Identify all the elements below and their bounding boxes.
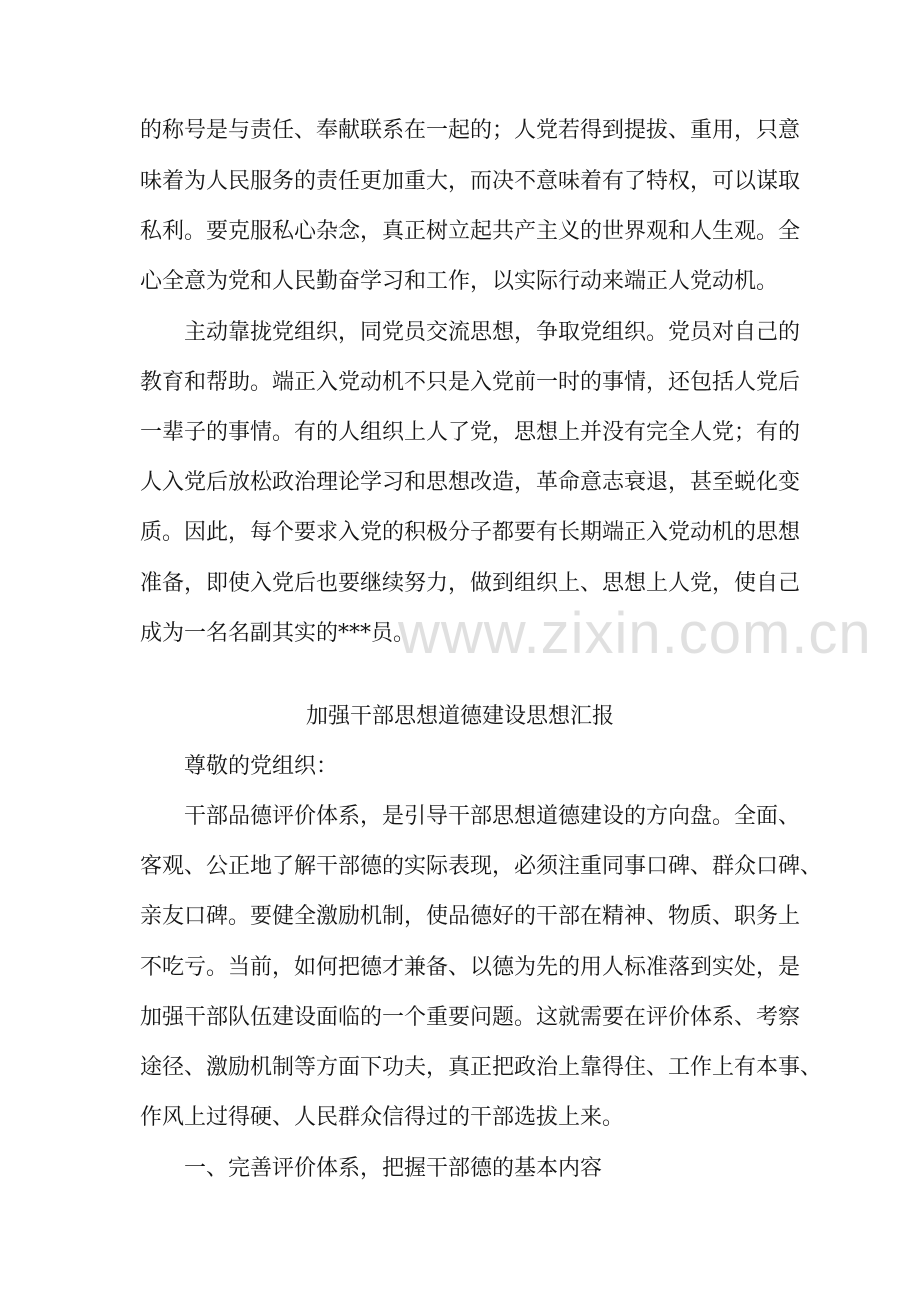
document-title: 加强干部思想道德建设思想汇报 — [305, 704, 614, 729]
paragraph-3-line-6: 途径、激励机制等方面下功夫，真正把政治上靠得住、工作上有本事、 — [140, 1055, 823, 1080]
paragraph-3-line-5: 加强干部队伍建设面临的一个重要问题。这就需要在评价体系、考察 — [140, 1005, 801, 1030]
paragraph-2-line-3: 一辈子的事情。有的人组织上人了党，思想上并没有完全人党；有的 — [140, 420, 801, 445]
paragraph-1-line-3: 私利。要克服私心杂念，真正树立起共产主义的世界观和人生观。全 — [140, 219, 801, 244]
paragraph-2-line-5: 质。因此，每个要求入党的积极分子都要有长期端正入党动机的思想 — [140, 520, 801, 545]
paragraph-2-line-2: 教育和帮助。端正入党动机不只是入党前一时的事情，还包括人党后 — [140, 370, 801, 395]
paragraph-3-line-7: 作风上过得硬、人民群众信得过的干部选拔上来。 — [140, 1105, 625, 1130]
section-heading-1: 一、完善评价体系，把握干部德的基本内容 — [184, 1156, 603, 1181]
paragraph-2-line-4: 人入党后放松政治理论学习和思想改造，革命意志衰退，甚至蜕化变 — [140, 470, 801, 495]
salutation: 尊敬的党组织： — [184, 754, 339, 779]
paragraph-3-line-2: 客观、公正地了解干部德的实际表现，必须注重同事口碑、群众口碑、 — [140, 854, 823, 879]
paragraph-1-line-4: 心全意为党和人民勤奋学习和工作，以实际行动来端正人党动机。 — [140, 269, 779, 294]
paragraph-3-line-1: 干部品德评价体系，是引导干部思想道德建设的方向盘。全面、 — [184, 804, 801, 829]
paragraph-3-line-3: 亲友口碑。要健全激励机制，使品德好的干部在精神、物质、职务上 — [140, 904, 801, 929]
paragraph-2-line-1: 主动靠拢党组织，同党员交流思想，争取党组织。党员对自己的 — [184, 320, 801, 345]
paragraph-2-line-7: 成为一名名副其实的***员。 — [140, 621, 416, 646]
paragraph-1-line-2: 味着为人民服务的责任更加重大，而决不意味着有了特权，可以谋取 — [140, 169, 801, 194]
paragraph-2-line-6: 准备，即使入党后也要继续努力，做到组织上、思想上人党，使自己 — [140, 571, 801, 596]
paragraph-3-line-4: 不吃亏。当前，如何把德才兼备、以德为先的用人标准落到实处，是 — [140, 955, 801, 980]
paragraph-1-line-1: 的称号是与责任、奉献联系在一起的；人党若得到提拔、重用，只意 — [140, 118, 801, 143]
watermark: www.zixin.com.cn — [398, 601, 872, 666]
